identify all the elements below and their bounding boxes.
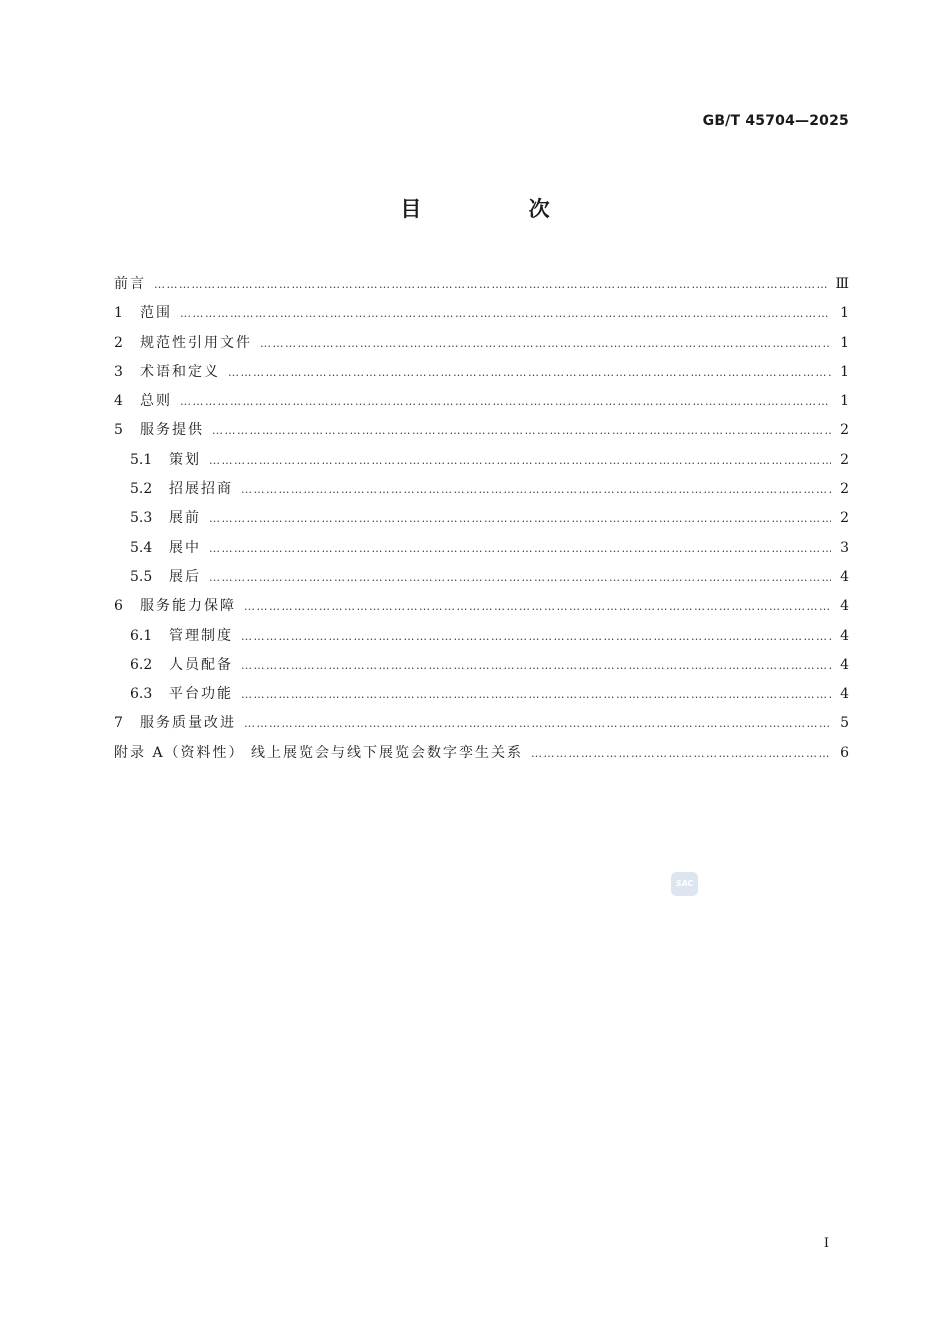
toc-entry-page: 2 bbox=[840, 510, 849, 527]
toc-entry-page: 4 bbox=[840, 627, 849, 644]
toc-entry-number: 3 bbox=[114, 363, 123, 380]
toc-entry-label: 范围 bbox=[140, 305, 172, 322]
toc-entry-page: 4 bbox=[840, 686, 849, 703]
toc-entry[interactable] bbox=[114, 739, 849, 768]
toc-entry-number: 5 bbox=[114, 422, 123, 439]
toc-entry-number: 5.2 bbox=[130, 481, 153, 498]
toc-entry-page: 4 bbox=[840, 598, 849, 615]
toc-dot-leader bbox=[180, 387, 831, 416]
toc-entry[interactable] bbox=[114, 563, 849, 592]
toc-dot-leader bbox=[241, 651, 831, 680]
toc-entry[interactable] bbox=[114, 329, 849, 358]
toc-entry-label: 展前 bbox=[169, 510, 201, 527]
toc-entry-page: 1 bbox=[840, 305, 849, 322]
toc-entry-number: 6 bbox=[114, 598, 123, 615]
toc-dot-leader bbox=[241, 680, 831, 709]
toc-entry-page: 2 bbox=[840, 481, 849, 498]
toc-dot-leader bbox=[228, 358, 831, 387]
toc-entry[interactable] bbox=[114, 299, 849, 328]
toc-entry-label: 服务能力保障 bbox=[140, 598, 236, 615]
toc-entry-number: 5.1 bbox=[130, 451, 153, 468]
sac-watermark-logo: SAC bbox=[671, 872, 698, 896]
toc-entry-page: 5 bbox=[840, 715, 849, 732]
toc-entry[interactable] bbox=[114, 622, 849, 651]
toc-entry-number: 6.3 bbox=[130, 686, 153, 703]
toc-entry[interactable] bbox=[114, 592, 849, 621]
toc-entry-page: 1 bbox=[840, 334, 849, 351]
toc-dot-leader bbox=[180, 299, 831, 328]
toc-dot-leader bbox=[244, 592, 831, 621]
toc-entry[interactable] bbox=[114, 270, 849, 299]
toc-entry-number: 6.1 bbox=[130, 627, 153, 644]
toc-entry[interactable] bbox=[114, 446, 849, 475]
toc-entry-page: 4 bbox=[840, 656, 849, 673]
toc-entry-label: 展中 bbox=[169, 539, 201, 556]
toc-dot-leader bbox=[209, 504, 831, 533]
toc-entry-page: 2 bbox=[840, 422, 849, 439]
toc-dot-leader bbox=[531, 739, 831, 768]
toc-entry-label: 招展招商 bbox=[169, 481, 233, 498]
toc-entry-number: 5.5 bbox=[130, 568, 153, 585]
toc-entry-label: 术语和定义 bbox=[140, 363, 220, 380]
toc-dot-leader bbox=[209, 446, 831, 475]
toc-dot-leader bbox=[241, 475, 831, 504]
toc-entry-number: 7 bbox=[114, 715, 123, 732]
toc-entry-number: 1 bbox=[114, 305, 123, 322]
toc-entry-number: 4 bbox=[114, 393, 123, 410]
toc-entry-label: 总则 bbox=[140, 393, 172, 410]
toc-entry[interactable] bbox=[114, 504, 849, 533]
toc-entry[interactable] bbox=[114, 680, 849, 709]
toc-title: 目 次 bbox=[400, 197, 600, 221]
toc-entry-label: 服务质量改进 bbox=[140, 715, 236, 732]
toc-entry-page: Ⅲ bbox=[835, 276, 849, 292]
toc-dot-leader bbox=[209, 534, 831, 563]
standard-code: GB/T 45704—2025 bbox=[702, 113, 849, 129]
toc-entry[interactable] bbox=[114, 651, 849, 680]
toc-entry-label: 管理制度 bbox=[169, 627, 233, 644]
toc-entry-number: 5.3 bbox=[130, 510, 153, 527]
toc-entry[interactable] bbox=[114, 534, 849, 563]
toc-dot-leader bbox=[260, 329, 831, 358]
toc-entry-number: 2 bbox=[114, 334, 123, 351]
toc-entry[interactable] bbox=[114, 475, 849, 504]
toc-dot-leader bbox=[209, 563, 831, 592]
toc-entry-label: 平台功能 bbox=[169, 686, 233, 703]
toc-entry-number: 5.4 bbox=[130, 539, 153, 556]
toc-entry-label: 展后 bbox=[169, 568, 201, 585]
toc-dot-leader bbox=[244, 709, 831, 738]
toc-entry-label: 前言 bbox=[114, 276, 146, 292]
toc-entry[interactable] bbox=[114, 387, 849, 416]
page-number: I bbox=[823, 1236, 829, 1251]
toc-entry-page: 1 bbox=[840, 393, 849, 410]
toc-entry[interactable] bbox=[114, 416, 849, 445]
toc-entry-page: 1 bbox=[840, 363, 849, 380]
toc-dot-leader bbox=[154, 270, 829, 299]
toc-entry-label: 附录 A（资料性） 线上展览会与线下展览会数字孪生关系 bbox=[114, 744, 524, 761]
toc-entry-label: 人员配备 bbox=[169, 656, 233, 673]
toc-dot-leader bbox=[212, 416, 831, 445]
toc-entry-label: 服务提供 bbox=[140, 422, 204, 439]
toc-entry-number: 6.2 bbox=[130, 656, 153, 673]
toc-entry-label: 规范性引用文件 bbox=[140, 334, 252, 351]
table-of-contents bbox=[114, 270, 849, 768]
toc-entry-page: 6 bbox=[840, 744, 849, 761]
toc-entry-page: 2 bbox=[840, 451, 849, 468]
toc-dot-leader bbox=[241, 622, 831, 651]
toc-entry[interactable] bbox=[114, 358, 849, 387]
toc-entry[interactable] bbox=[114, 709, 849, 738]
toc-entry-page: 4 bbox=[840, 568, 849, 585]
toc-entry-label: 策划 bbox=[169, 451, 201, 468]
toc-entry-page: 3 bbox=[840, 539, 849, 556]
